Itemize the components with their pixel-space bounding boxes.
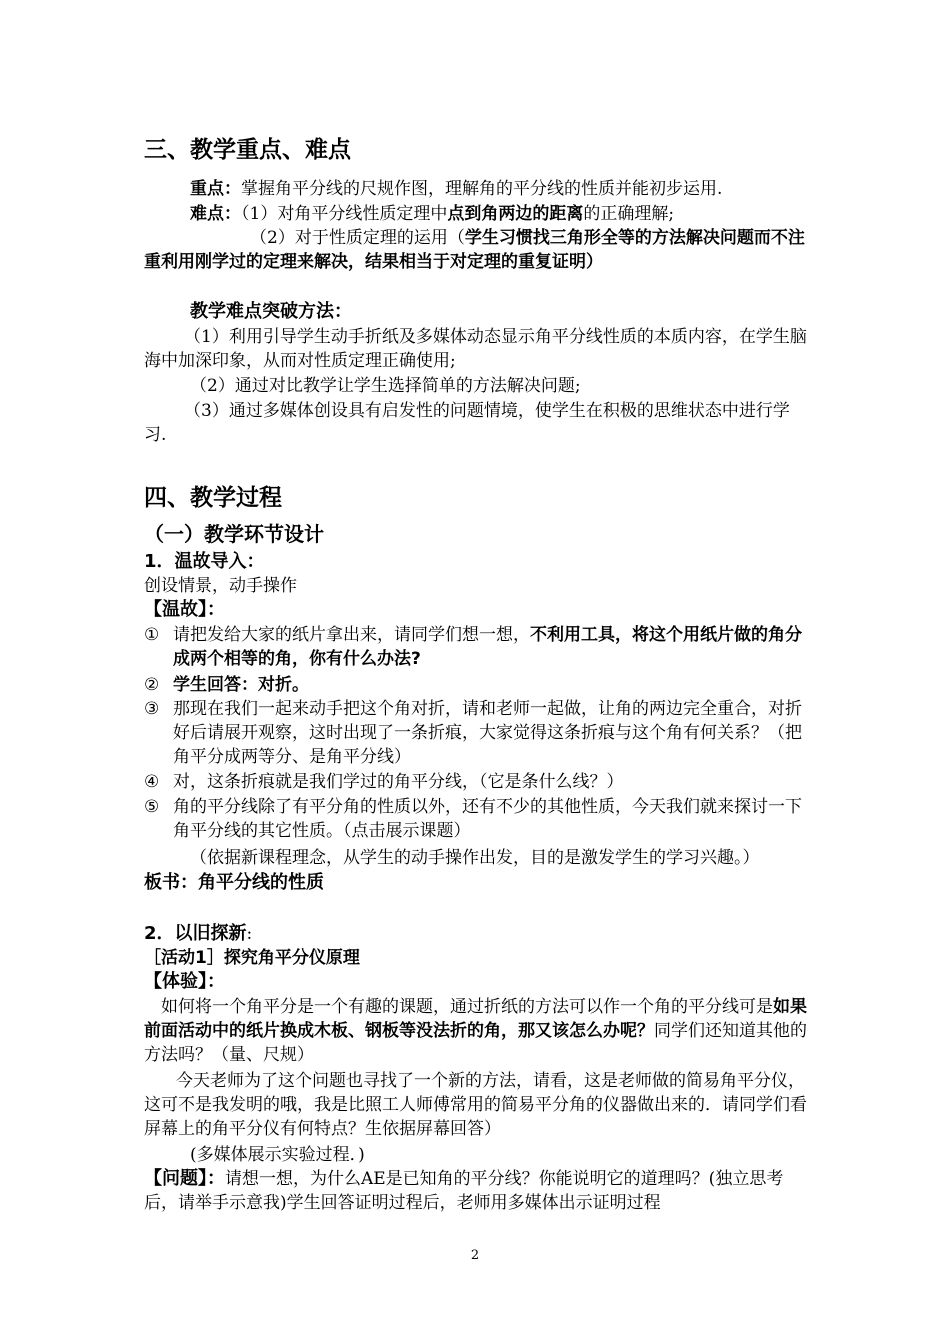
list-item [144, 623, 808, 671]
step-1-title: 1．温故导入： [144, 551, 265, 572]
review-label: 【温故】： [144, 599, 225, 620]
experience-paragraph-3: (多媒体展示实验过程．) [190, 1145, 365, 1165]
method-title: 教学难点突破方法： [190, 301, 352, 322]
difficulty-label: 难点： [190, 204, 241, 224]
question-label: 【问题】： [144, 1168, 225, 1189]
difficulty-2-bold: 学生习惯找三角形全等的方法解决问题而不注重利用刚学过的定理来解决，结果相当于对定理的重复证明） [144, 228, 805, 272]
list-text: 对，这条折痕就是我们学过的角平分线，（它是条什么线？） [173, 772, 624, 792]
method-1: （1）利用引导学生动手折纸及多媒体动态显示角平分线性质的本质内容，在学生脑海中加深印象，从而对性质定理正确使用; [144, 327, 807, 371]
list-item [144, 770, 808, 794]
experience-label: 【体验】： [144, 971, 225, 992]
experience-paragraph-1 [144, 995, 808, 1067]
difficulty-1 [190, 202, 810, 226]
difficulty-1-pre: （1）对角平分线性质定理中 [241, 204, 448, 224]
experience-paragraph-2: 今天老师为了这个问题也寻找了一个新的方法，请看，这是老师做的简易角平分仪，这可不是我发明的哦，我是比照工人师傅常用的简易平分角的仪器做出来的．请同学们看屏幕上的角平分仪有何特点？生依据屏幕回答） [144, 1071, 807, 1139]
list-text-bold: 学生回答：对折。 [173, 675, 309, 695]
page-number: 2 [470, 1248, 480, 1263]
experience-text-end: 同学们还知道其他的方法吗？（量、尺规） [144, 1021, 807, 1065]
list-marker: ⑤ [144, 797, 160, 817]
key-point [190, 177, 810, 201]
list-item [144, 795, 808, 843]
list-marker: ③ [144, 699, 160, 719]
experience-text: 如何将一个角平分是一个有趣的课题，通过折纸的方法可以作一个角的平分线可是 [161, 997, 773, 1017]
step-2-title [144, 922, 808, 946]
method-3: （3）通过多媒体创设具有启发性的问题情境，使学生在积极的思维状态中进行学习. [144, 401, 790, 445]
list-text: 那现在我们一起来动手把这个角对折，请和老师一起做，让角的两边完全重合，对折好后请展开观察，这时出现了一条折痕，大家觉得这条折痕与这个角有何关系？（把角平分成两等分、是角平分线） [173, 699, 802, 767]
list-marker: ① [144, 625, 160, 645]
method-2: （2）通过对比教学让学生选择简单的方法解决问题; [190, 376, 581, 396]
section-3-title: 三、教学重点、难点 [144, 137, 351, 163]
list-marker: ② [144, 675, 160, 695]
difficulty-2-pre: （2）对于性质定理的运用（ [250, 228, 465, 248]
list-text: 角的平分线除了有平分角的性质以外，还有不少的其他性质，今天我们就来探讨一下角平分线的其它性质。（点击展示课题） [173, 797, 802, 841]
key-point-text: 掌握角平分线的尺规作图，理解角的平分线的性质并能初步运用. [241, 179, 723, 199]
step-1-desc: 创设情景，动手操作 [144, 576, 297, 596]
difficulty-2 [144, 226, 808, 274]
experience-text-bold: 如果前面活动中的纸片换成木板、钢板等没法折的角，那又该怎么办呢？ [144, 997, 807, 1041]
board-title: 板书：角平分线的性质 [144, 872, 324, 893]
list-text-bold: 不利用工具，将这个用纸片做的角分成两个相等的角，你有什么办法? [173, 625, 802, 669]
step-2-label: 2．以旧探新 [144, 923, 247, 944]
list-text: 请把发给大家的纸片拿出来，请同学们想一想， [173, 625, 530, 645]
difficulty-1-bold: 点到角两边的距离 [447, 204, 584, 224]
list-item [144, 697, 808, 769]
activity-title: ［活动1］探究角平分仪原理 [144, 948, 360, 968]
difficulty-1-post: 的正确理解; [583, 204, 675, 224]
list-marker: ④ [144, 772, 160, 792]
subsection-title: （一）教学环节设计 [144, 522, 324, 546]
key-point-label: 重点： [190, 179, 241, 199]
section-4-title: 四、教学过程 [144, 485, 282, 511]
question-paragraph [144, 1167, 808, 1215]
note: （依据新课程理念，从学生的动手操作出发，目的是激发学生的学习兴趣。） [190, 848, 760, 868]
step-2-colon: : [246, 924, 253, 944]
question-text: 请想一想，为什么AE是已知角的平分线？你能说明它的道理吗？(独立思考后，请举手示意我)学生回答证明过程后，老师用多媒体出示证明过程 [144, 1169, 784, 1213]
list-item [144, 673, 808, 697]
